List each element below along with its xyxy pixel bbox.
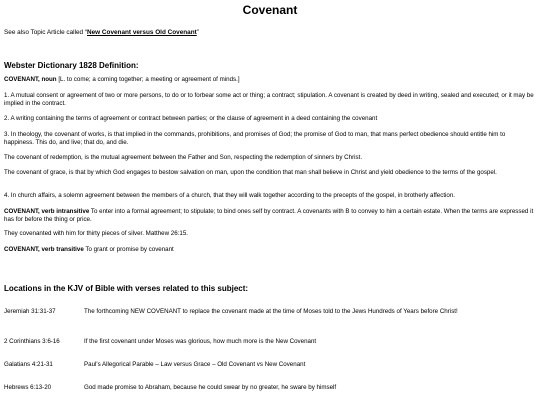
noun-term: COVENANT, noun [4,76,57,83]
example-paragraph: They covenanted with him for thirty pieces of silver. Matthew 26:15. [4,230,188,237]
verse-description: Paul's Allegorical Parable – Law versus Grace – Old Covenant vs New Covenant [84,361,306,368]
verb-intransitive-term: COVENANT, verb intransitive [4,208,90,215]
page-title: Covenant [242,3,298,17]
definition-2: 2. A writing containing the terms of agreement or contract between parties; or the clause of agreement in a deed containing the covenant [4,115,378,122]
verb-intransitive-text: To enter into a formal agreement; to stipulate; to bind ones self by contract. A covenants with B to convey to him a certain estate. When the terms are expressed it has for before the thing or price. [4,208,534,223]
verse-reference: Jeremiah 31:31-37 [4,308,56,315]
noun-etymology: [L. to come; a coming together; a meeting or agreement of minds.] [56,76,240,83]
verb-intransitive-definition [4,208,534,223]
verse-reference: Hebrews 6:13-20 [4,384,52,391]
definition-3: 3. In theology, the covenant of works, is that implied in the commands, prohibitions, and promises of God; the promise of God to man, that mans perfect obedience should entitle him to happiness. This do, and live; that do, and die. [4,131,506,146]
definition-4: 4. In church affairs, a solemn agreement between the members of a church, that they will walk together according to the precepts of the gospel, in brotherly affection. [4,192,456,199]
definition-1: 1. A mutual consent or agreement of two or more persons, to do or to forbear some act or thing; a contract; stipulation. A covenant is created by deed in writing, sealed and executed; or it may be implied in the contract. [4,92,534,107]
see-also-prefix: See also Topic Article called “ [4,29,88,36]
verse-row [4,338,316,345]
verse-row [4,308,458,315]
verb-transitive-term: COVENANT, verb transitive [4,246,84,253]
verse-reference: 2 Corinthians 3:6-16 [4,338,60,345]
verse-description: The forthcoming NEW COVENANT to replace the covenant made at the time of Moses told to the Jews Hundreds of Years before Christ! [84,308,458,315]
verse-row [4,384,336,391]
see-also-link[interactable]: New Covenant versus Old Covenant [87,29,197,36]
dictionary-heading: Webster Dictionary 1828 Definition: [4,61,139,70]
see-also-line [4,29,199,36]
verse-reference: Galatians 4:21-31 [4,361,53,368]
verb-transitive-text: To grant or promise by covenant [83,246,174,253]
verse-description: If the first covenant under Moses was glorious, how much more is the New Covenant [84,338,317,345]
verse-description: God made promise to Abraham, because he could swear by no greater, he sware by himself [84,384,337,391]
redemption-paragraph: The covenant of redemption, is the mutual agreement between the Father and Son, respecting the redemption of sinners by Christ. [4,154,363,161]
grace-paragraph: The covenant of grace, is that by which God engages to bestow salvation on man, upon the condition that man shall believe in Christ and yield obedience to the terms of the gospel. [4,169,497,176]
noun-definition [4,76,534,84]
verb-transitive-definition [4,246,534,254]
verse-row [4,361,305,368]
see-also-suffix: ” [196,29,199,36]
locations-heading: Locations in the KJV of Bible with verses related to this subject: [4,284,249,293]
